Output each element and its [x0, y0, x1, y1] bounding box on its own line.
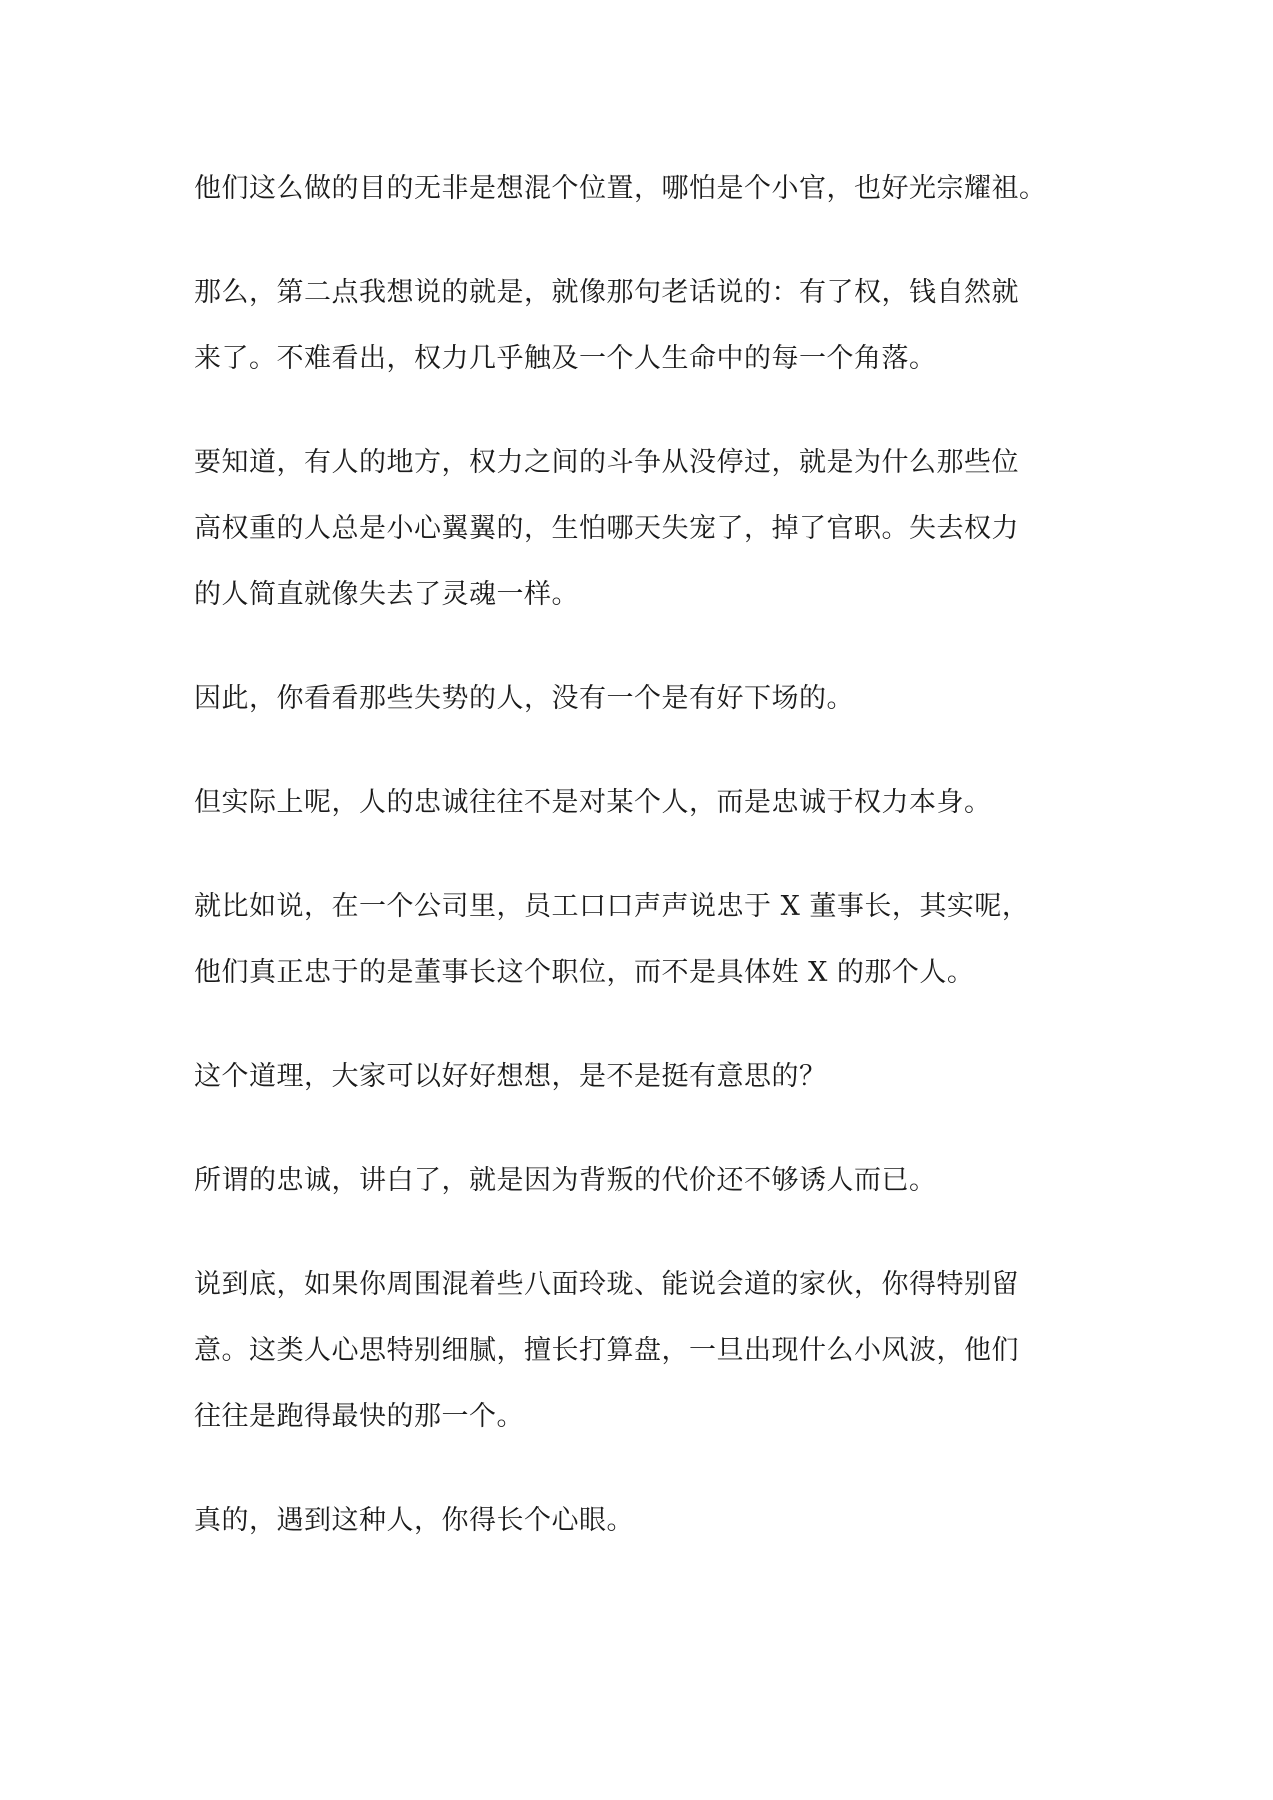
paragraph-3	[194, 430, 1094, 628]
paragraph-line: 因此，你看看那些失势的人，没有一个是有好下场的。	[194, 683, 854, 714]
paragraph-line: 意。这类人心思特别细腻，擅长打算盘，一旦出现什么小风波，他们	[194, 1335, 1019, 1366]
paragraph-line: 要知道，有人的地方，权力之间的斗争从没停过，就是为什么那些位	[194, 447, 1019, 478]
paragraph-line: 但实际上呢，人的忠诚往往不是对某个人，而是忠诚于权力本身。	[194, 787, 992, 818]
paragraph-line: 说到底，如果你周围混着些八面玲珑、能说会道的家伙，你得特别留	[194, 1269, 1019, 1300]
paragraph-9	[194, 1252, 1094, 1450]
paragraph-line: 所谓的忠诚，讲白了，就是因为背叛的代价还不够诱人而已。	[194, 1165, 937, 1196]
paragraph-7	[194, 1044, 1094, 1110]
paragraph-10	[194, 1488, 1094, 1554]
paragraph-line: 来了。不难看出，权力几乎触及一个人生命中的每一个角落。	[194, 343, 937, 374]
paragraph-6	[194, 874, 1094, 1006]
paragraph-5	[194, 770, 1094, 836]
paragraph-line: 的人简直就像失去了灵魂一样。	[194, 579, 579, 610]
paragraph-line: 真的，遇到这种人，你得长个心眼。	[194, 1505, 634, 1536]
paragraph-line: 他们真正忠于的是董事长这个职位，而不是具体姓 X 的那个人。	[194, 957, 975, 988]
paragraph-1	[194, 156, 1094, 222]
paragraph-line: 他们这么做的目的无非是想混个位置，哪怕是个小官，也好光宗耀祖。	[194, 173, 1047, 204]
paragraph-8	[194, 1148, 1094, 1214]
paragraph-line: 就比如说，在一个公司里，员工口口声声说忠于 X 董事长，其实呢，	[194, 891, 1030, 922]
paragraph-line: 这个道理，大家可以好好想想，是不是挺有意思的？	[194, 1061, 827, 1092]
paragraph-4	[194, 666, 1094, 732]
paragraph-2	[194, 260, 1094, 392]
paragraph-line: 那么，第二点我想说的就是，就像那句老话说的：有了权，钱自然就	[194, 277, 1019, 308]
paragraph-line: 高权重的人总是小心翼翼的，生怕哪天失宠了，掉了官职。失去权力	[194, 513, 1019, 544]
paragraph-line: 往往是跑得最快的那一个。	[194, 1401, 524, 1432]
document-body	[194, 156, 1094, 1592]
